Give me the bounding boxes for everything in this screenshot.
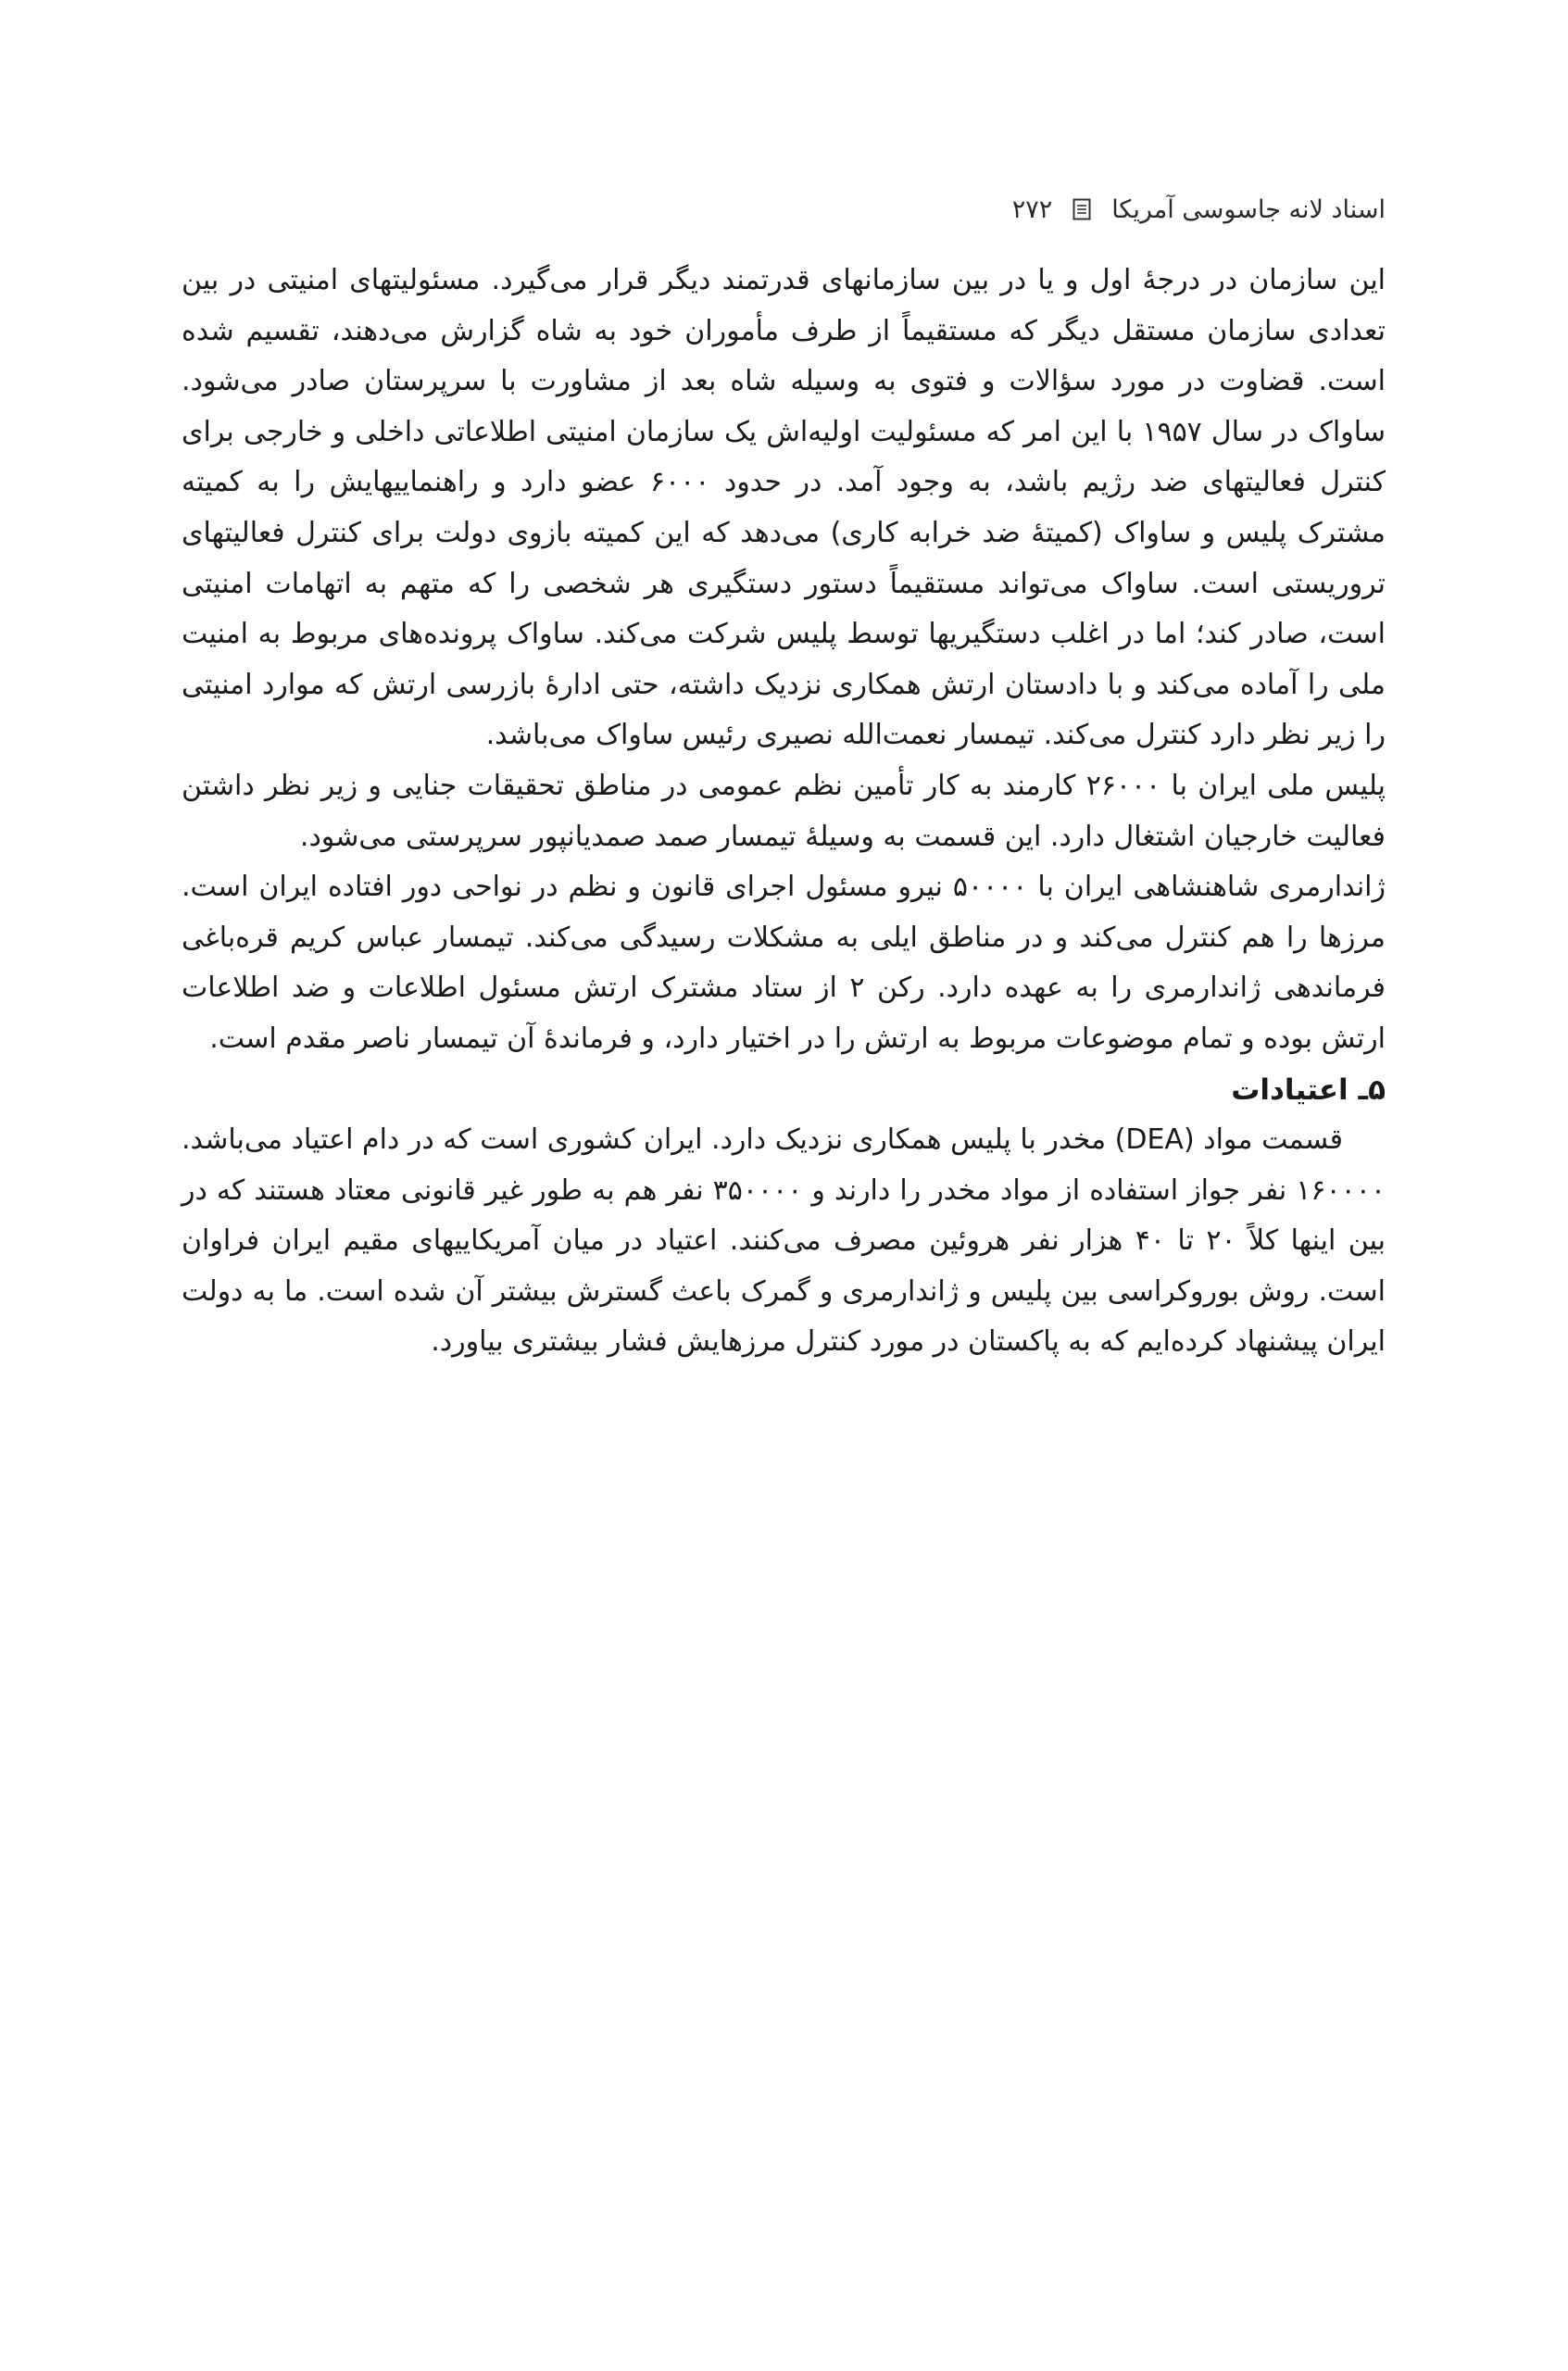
book-title: اسناد لانه جاسوسی آمریکا	[1111, 194, 1386, 224]
section-heading: ۵ـ اعتیادات	[1231, 1073, 1386, 1107]
main-text	[182, 256, 1386, 1368]
page-number: ۲۷۲	[1011, 194, 1053, 224]
paragraph-police: پلیس ملی ایران با ۲۶۰۰۰ کارمند به کار تأمین نظم عمومی در مناطق تحقیقات جنایی و زیر نظر داشتن فعالیت خارجیان اشتغال دارد. این قسمت به وسیلهٔ تیمسار صمد صمدیانپور سرپرستی می‌شود.	[182, 769, 1386, 853]
paragraph-addiction: قسمت مواد (DEA) مخدر با پلیس همکاری نزدیک دارد. ایران کشوری است که در دام اعتیاد می‌باشد. ۱۶۰۰۰۰ نفر جواز استفاده از مواد مخدر را دارند و ۳۵۰۰۰۰ نفر هم به طور غیر قانونی معتاد هستند که در بین اینها کلاً ۲۰ تا ۴۰ هزار نفر هروئین مصرف می‌کنند. اعتیاد در میان آمریکاییهای مقیم ایران فراوان است. روش بوروکراسی بین پلیس و ژاندارمری و گمرک باعث گسترش بیشتر آن شده است. ما به دولت ایران پیشنهاد کرده‌ایم که به پاکستان در مورد کنترل مرزهایش فشار بیشتری بیاورد.	[182, 1123, 1386, 1359]
document-icon	[1073, 198, 1091, 220]
paragraph-savak: این سازمان در درجهٔ اول و یا در بین سازمانهای قدرتمند دیگر قرار می‌گیرد. مسئولیتهای امنیتی در بین تعدادی سازمان مستقل دیگر که مستقیماً از طرف مأموران خود به شاه گزارش می‌دهند، تقسیم شده است. قضاوت در مورد سؤالات و فتوی به وسیله شاه بعد از مشاورت با سرپرستان صادر می‌شود. ساواک در سال ۱۹۵۷ با این امر که مسئولیت اولیه‌اش یک سازمان امنیتی اطلاعاتی داخلی و خارجی برای کنترل فعالیتهای ضد رژیم باشد، به وجود آمد. در حدود ۶۰۰۰ عضو دارد و راهنماییهایش را به کمیته مشترک پلیس و ساواک (کمیتهٔ ضد خرابه کاری) می‌دهد که این کمیته بازوی دولت برای کنترل فعالیتهای تروریستی است. ساواک می‌تواند مستقیماً دستور دستگیری هر شخصی را که متهم به اتهامات امنیتی است، صادر کند؛ اما در اغلب دستگیریها توسط پلیس شرکت می‌کند. ساواک پرونده‌های مربوط به امنیت ملی را آماده می‌کند و با دادستان ارتش همکاری نزدیک داشته، حتی ادارهٔ بازرسی ارتش که موارد امنیتی را زیر نظر دارد کنترل می‌کند. تیمسار نعمت‌الله نصیری رئیس ساواک می‌باشد.	[182, 264, 1386, 752]
running-header	[182, 183, 1386, 235]
paragraph-gendarmerie: ژاندارمری شاهنشاهی ایران با ۵۰۰۰۰ نیرو مسئول اجرای قانون و نظم در نواحی دور افتاده ایران است. مرزها را هم کنترل می‌کند و در مناطق ایلی به مشکلات رسیدگی می‌کند. تیمسار عباس کریم قره‌باغی فرماندهی ژاندارمری را به عهده دارد. رکن ۲ از ستاد مشترک ارتش مسئول اطلاعات و ضد اطلاعات ارتش بوده و تمام موضوعات مربوط به ارتش را در اختیار دارد، و فرماندهٔ آن تیمسار ناصر مقدم است.	[182, 871, 1386, 1055]
